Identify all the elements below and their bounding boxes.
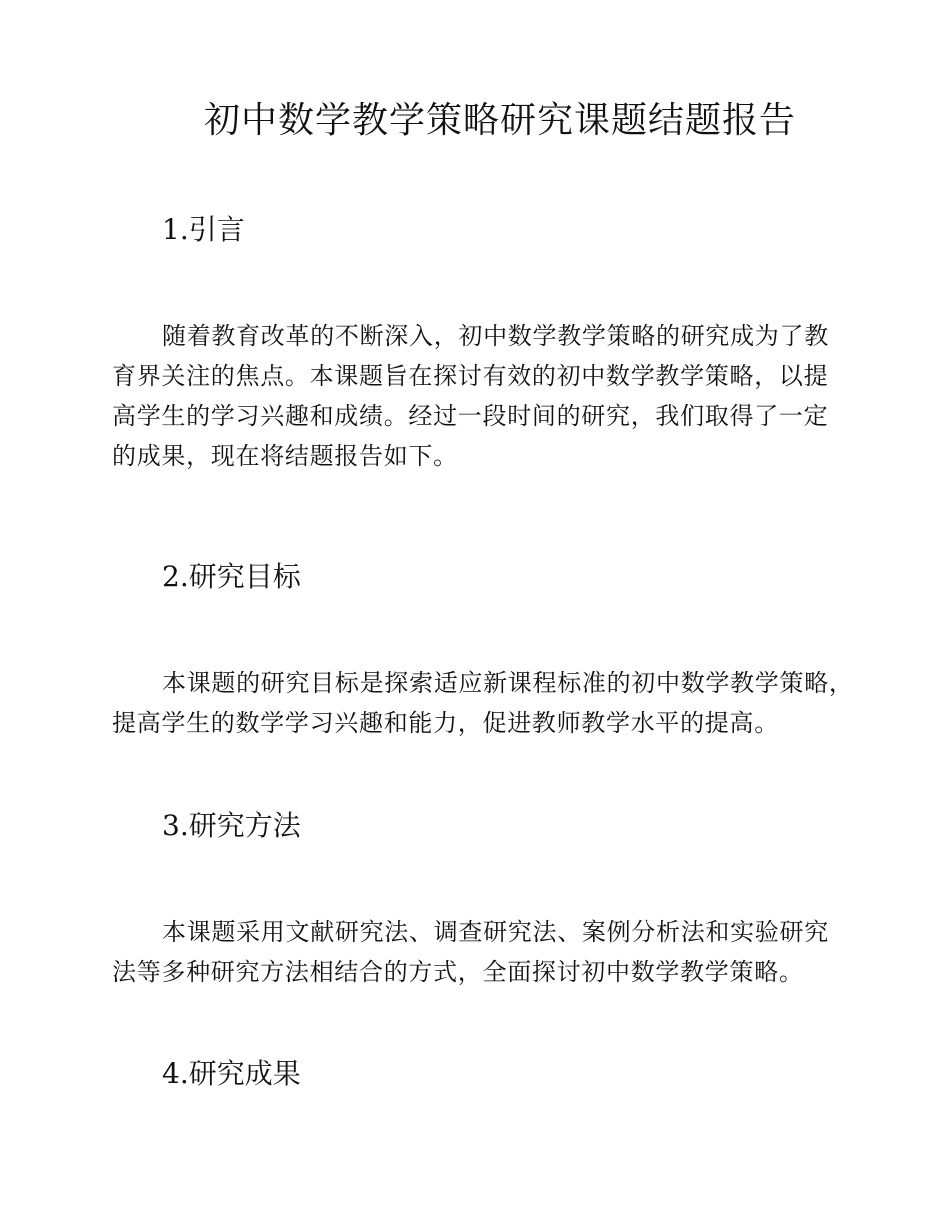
document-title: 初中数学教学策略研究课题结题报告 (203, 100, 796, 141)
section-paragraph-research-methods (112, 912, 862, 992)
section-paragraph-introduction (112, 316, 862, 476)
paragraph-line: 随着教育改革的不断深入，初中数学教学策略的研究成为了教 (162, 322, 829, 350)
paragraph-line: 育界关注的焦点。本课题旨在探讨有效的初中数学教学策略，以提 (112, 362, 829, 390)
section-heading-research-methods: 3.研究方法 (162, 809, 301, 842)
paragraph-line: 本课题采用文献研究法、调查研究法、案例分析法和实验研究 (162, 918, 829, 946)
paragraph-line: 的成果，现在将结题报告如下。 (112, 442, 458, 470)
paragraph-line: 本课题的研究目标是探索适应新课程标准的初中数学教学策略， (162, 669, 854, 697)
section-paragraph-research-goals (112, 663, 862, 743)
section-heading-research-results: 4.研究成果 (162, 1057, 301, 1090)
paragraph-line: 提高学生的数学学习兴趣和能力，促进教师教学水平的提高。 (112, 709, 779, 737)
paragraph-line: 法等多种研究方法相结合的方式，全面探讨初中数学教学策略。 (112, 958, 804, 986)
paragraph-line: 高学生的学习兴趣和成绩。经过一段时间的研究，我们取得了一定 (112, 402, 829, 430)
section-heading-research-goals: 2.研究目标 (162, 560, 301, 593)
section-heading-introduction: 1.引言 (162, 213, 245, 246)
